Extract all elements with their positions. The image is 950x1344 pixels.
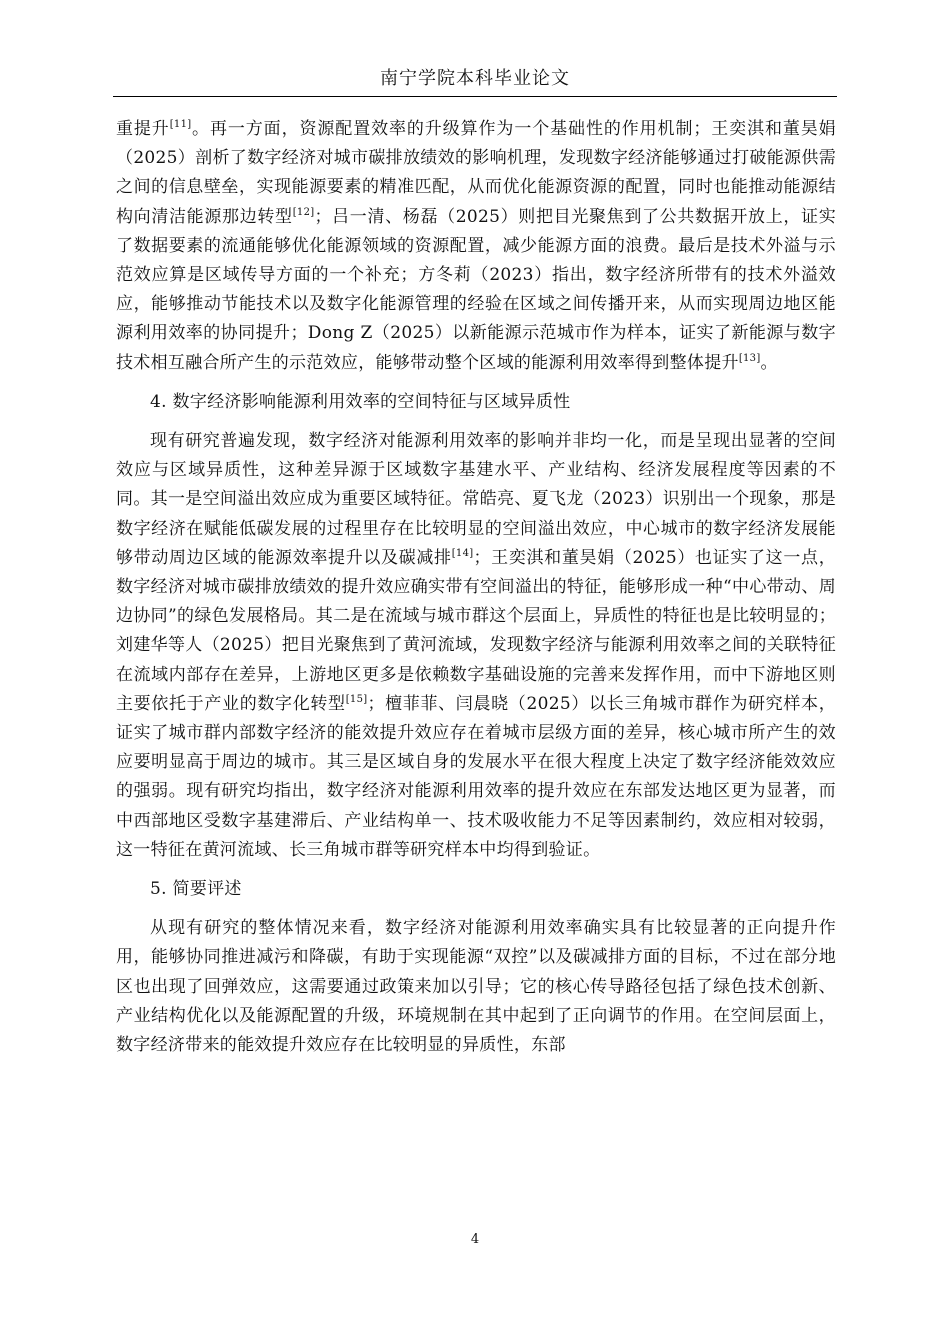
text-run: ；吕一清、杨磊（2025）则把目光聚焦到了公共数据开放上，证实了数据要素的流通能够优化能源领域的资源配置，减少能源方面的浪费。最后是技术外溢与示范效应算是区域传导方面的一个补充；方冬莉（2023）指出，数字经济所带有的技术外溢效应，能够推动节能技术以及数字化能源管理的经验在区域之间传播开来，从而实现周边地区能源利用效率的协同提升；Dong Z（2025）以新能源示范城市作为样本，证实了新能源与数字技术相互融合所产生的示范效应，能够带动整个区域的能源利用效率得到整体提升 — [116, 206, 836, 373]
text-run: ；王奕淇和董昊娟（2025）也证实了这一点，数字经济对城市碳排放绩效的提升效应确实带有空间溢出的特征，能够形成一种“中心带动、周边协同”的绿色发展格局。其二是在流域与城市群这个层面上，异质性的特征也是比较明显的；刘建华等人（2025）把目光聚焦到了黄河流域，发现数字经济与能源利用效率之间的关联特征在流域内部存在差异，上游地区更多是依赖数字基础设施的完善来发挥作用，而中下游地区则主要依托于产业的数字化转型 — [116, 547, 836, 714]
header-title: 南宁学院本科毕业论文 — [380, 68, 570, 89]
citation: [15] — [345, 693, 368, 705]
text-run: ；檀菲菲、闫晨晓（2025）以长三角城市群作为研究样本，证实了城市群内部数字经济的能效提升效应存在着城市层级方面的差异，核心城市所产生的效应要明显高于周边的城市。其三是区域自身的发展水平在很大程度上决定了数字经济能效效应的强弱。现有研究均指出，数字经济对能源利用效率的提升效应在东部发达地区更为显著，而中西部地区受数字基建滞后、产业结构单一、技术吸收能力不足等因素制约，效应相对较弱，这一特征在黄河流域、长三角城市群等研究样本中均得到验证。 — [116, 693, 836, 860]
citation: [12] — [292, 206, 315, 218]
page-header — [113, 64, 837, 97]
text-run: 。再一方面，资源配置效率的升级算作为一个基础性的作用机制；王奕淇和董昊娟（2025）剖析了数字经济对城市碳排放绩效的影响机理，发现数字经济能够通过打破能源供需之间的信息壁垒，实现能源要素的精准匹配，从而优化能源资源的配置，同时也能推动能源结构向清洁能源那边转型 — [116, 119, 836, 227]
text-run: 。 — [760, 352, 778, 373]
citation: [14] — [451, 547, 474, 559]
paragraph-2 — [116, 427, 836, 865]
main-text — [116, 115, 836, 1060]
page-footer — [0, 1232, 950, 1247]
section-heading-5: 5. 简要评述 — [150, 879, 242, 900]
section-heading-4: 4. 数字经济影响能源利用效率的空间特征与区域异质性 — [150, 391, 571, 412]
paragraph-1 — [116, 115, 836, 378]
page-number: 4 — [470, 1232, 480, 1247]
text-run: 现有研究普遍发现，数字经济对能源利用效率的影响并非均一化，而是呈现出显著的空间效应与区域异质性，这种差异源于区域数字基建水平、产业结构、经济发展程度等因素的不同。其一是空间溢出效应成为重要区域特征。常皓亮、夏飞龙（2023）识别出一个现象，那是数字经济在赋能低碳发展的过程里存在比较明显的空间溢出效应，中心城市的数字经济发展能够带动周边区域的能源效率提升以及碳减排 — [116, 431, 836, 568]
text-run: 重提升 — [116, 119, 170, 139]
paragraph-3: 从现有研究的整体情况来看，数字经济对能源利用效率确实具有比较显著的正向提升作用，能够协同推进减污和降碳，有助于实现能源“双控”以及碳减排方面的目标，不过在部分地区也出现了回弹效应，这需要通过政策来加以引导；它的核心传导路径包括了绿色技术创新、产业结构优化以及能源配置的升级，环境规制在其中起到了正向调节的作用。在空间层面上，数字经济带来的能效提升效应存在比较明显的异质性，东部 — [116, 918, 836, 1056]
citation: [13] — [738, 352, 761, 364]
citation: [11] — [169, 119, 192, 130]
